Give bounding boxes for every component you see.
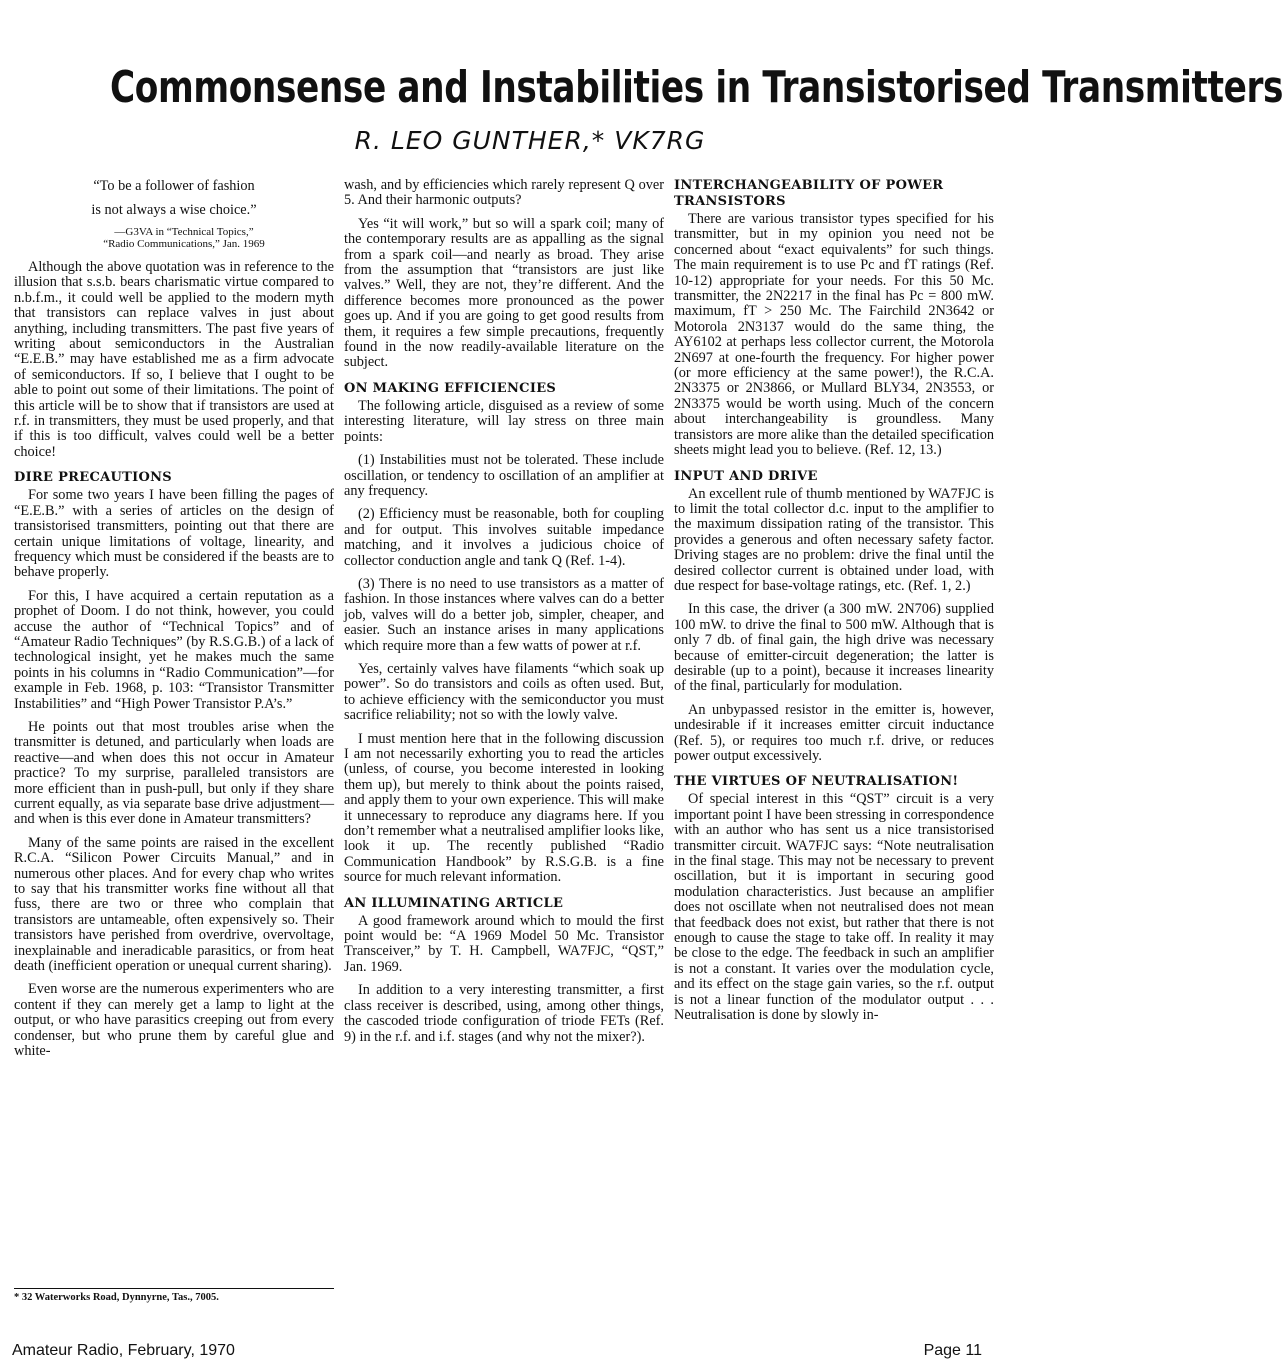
paragraph: (3) There is no need to use transistors as a matter of fashion. In those instances where valves can do a better job, valves will do a better job, simpler, cheaper, and easier. Such an instance arises in many applications which require more than a few watts of power at r.f. [344,575,664,654]
paragraph: I must mention here that in the following discussion I am not necessarily exhorting you to read the articles (unless, of course, you become interested in looking them up), but merely to think about the points raised, and apply them to your own experience. This will make it unnecessary to reproduce any diagrams here. If you don’t remember what a neutralised amplifier looks like, look it up. The recently published “Radio Communication Handbook” by R.S.G.B. is a fine source for much relevant information. [344,730,664,886]
paragraph: A good framework around which to mould the first point would be: “A 1969 Model 50 Mc. Transistor Transceiver,” by T. H. Campbell, WA7FJC, “QST,” Jan. 1969. [344,912,664,975]
paragraph: Many of the same points are raised in the excellent R.C.A. “Silicon Power Circuits Manual,” and in numerous other places. And for every chap who writes to say that his transmitter works fine without all that fuss, there are two or three who complain that transistors are untameable, often expensively so. Their transistors have perished from overdrive, overvoltage, inexplainable and ineradicable parasitics, or from heat death (inefficient operation or unequal current sharing). [14,834,334,975]
publication-footer: Amateur Radio, February, 1970 [12,1342,235,1359]
section-heading-interchangeability: INTERCHANGEABILITY OF POWER TRANSISTORS [674,178,944,209]
paragraph: Although the above quotation was in reference to the illusion that s.s.b. bears charismatic virtue compared to n.b.f.m., it could well be applied to the modern myth that transistors can replace valves in just about anything, including transmitters. The past five years of writing about semiconductors in the Australian “E.E.B.” may have established me as a firm advocate of semiconductors. If so, I believe that I ought to be able to point out some of their limitations. The point of this article will be to show that if transistors are used at r.f. in transmitters, they must be used properly, and that if this is too difficult, valves could well be a better choice! [14,259,334,460]
paragraph: An unbypassed resistor in the emitter is, however, undesirable if it increases emitter circuit inductance (Ref. 5), or requires too much r.f. drive, or reduces power output excessively. [674,701,994,764]
paragraph: Even worse are the numerous experimenters who are content if they can merely get a lamp to light at the output, or who have parasitics creeping out from every condenser, but who prune them by careful glue and white- [14,981,334,1060]
section-heading-making-efficiencies: ON MAKING EFFICIENCIES [344,380,557,396]
column-1 [14,178,334,1288]
paragraph: In this case, the driver (a 300 mW. 2N706) supplied 100 mW. to drive the final to 500 mW. Although that is only 7 db. of final gain, the high drive was necessary because of emitter-circuit degeneration; the latter is desirable (up to a point), because it increases linearity of the final, particularly for modulation. [674,601,994,695]
section-heading-dire-precautions: DIRE PRECAUTIONS [14,470,173,486]
paragraph: He points out that most troubles arise when the transmitter is detuned, and particularly when loads are reactive—and when does this not occur in Amateur practice? To my surprise, paralleled transistors are more efficient than in push-pull, but only if they share current equally, as via separate base drive adjustment—and when is this ever done in Amateur transmitters? [14,718,334,828]
paragraph: The following article, disguised as a review of some interesting literature, will lay stress on three main points: [344,397,664,445]
section-heading-neutralisation: THE VIRTUES OF NEUTRALISATION! [674,774,959,790]
epigraph-line-1: “To be a follower of fashion [93,178,255,194]
article-author: R. LEO GUNTHER,* VK7RG [354,126,706,155]
column-3 [674,178,994,1288]
section-heading-illuminating-article: AN ILLUMINATING ARTICLE [344,895,564,911]
paragraph: In addition to a very interesting transmitter, a first class receiver is described, using, among other things, the cascoded triode configuration of triode FETs (Ref. 9) in the r.f. and i.f. stages (and why not the mixer?). [344,982,664,1045]
paragraph: There are various transistor types specified for his transmitter, but in my opinion you need not be concerned about “exact equivalents” for such things. The main requirement is to use Pc and fT ratings (Ref. 10-12) appropriate for your needs. For this 50 Mc. transmitter, the 2N2217 in the final has Pc = 800 mW. maximum, fT > 250 Mc. The Fairchild 2N3642 or Motorola 2N3137 would do the same thing, the AY6102 at perhaps less collector current, the Motorola 2N697 at one-fourth the frequency. For higher power (or more efficiency at the same power!), the R.C.A. 2N3375 or 2N3866, or Mullard BLY34, 2N3553, or 2N3375 would be worth using. Much of the concern about interchangeability is groundless. Many transistors are more alike than the detailed specification sheets might lead you to believe. (Ref. 12, 13.) [674,211,994,459]
paragraph: An excellent rule of thumb mentioned by WA7FJC is to limit the total collector d.c. input to the amplifier to the maximum dissipation rating of the transistor. This provides a generous and often necessary safety factor. Driving stages are no problem: drive the final until the desired collector current is obtained under load, with due respect for base-voltage ratings, etc. (Ref. 1, 2.) [674,485,994,594]
epigraph-source-1: —G3VA in “Technical Topics,” [114,226,254,238]
paragraph: Of special interest in this “QST” circuit is a very important point I have been stressing in correspondence with an author who has sent us a nice transistorised transmitter circuit. WA7FJC says: “Note neutralisation in the final stage. This may not be necessary to prevent oscillation, but it is important in securing good modulation characteristics. Just because an amplifier does not oscillate when not neutralised does not mean that feedback does not exist, but rather that there is not enough to cause the stage to take off. In reality it may be close to the edge. The feedback in such an amplifier is not a constant. It varies over the modulation cycle, and its effect on the stage gain varies, so the r.f. output is not a linear function of the modulator output . . . Neutralisation is done by slowly in- [674,791,994,1024]
article-title: Commonsense and Instabilities in Transistorised Transmitters [110,62,1283,113]
epigraph-line-2: is not always a wise choice.” [91,202,257,218]
epigraph-source-2: “Radio Communications,” Jan. 1969 [103,238,265,250]
page-number: Page 11 [923,1342,982,1359]
paragraph: For some two years I have been filling the pages of “E.E.B.” with a series of articles on the design of transistorised transmitters, pointing out that there are certain unique limitations of voltage, linearity, and frequency which must be considered if the beasts are to behave properly. [14,487,334,581]
column-2 [344,178,664,1288]
paragraph: wash, and by efficiencies which rarely represent Q over 5. And their harmonic outputs? [344,177,664,209]
paragraph: Yes, certainly valves have filaments “which soak up power”. So do transistors and coils as often used. But, to achieve efficiency with the semiconductor you must sacrifice reliability; not so with the lowly valve. [344,660,664,724]
paragraph: (2) Efficiency must be reasonable, both for coupling and for output. This involves suitable impedance matching, and it involves a judicious choice of collector conduction angle and tank Q (Ref. 1-4). [344,506,664,569]
paragraph: Yes “it will work,” but so will a spark coil; many of the contemporary results are as appalling as the signal from a spark coil—and nearly as broad. They arise from the assumption that “transistors are just like valves.” Well, they are not, they’re different. And the difference becomes more pronounced as the power goes up. And if you are going to get good results from them, it requires a few simple precautions, frequently found in the now readily-available literature on the subject. [344,215,664,371]
author-footnote: * 32 Waterworks Road, Dynnyrne, Tas., 7005. [14,1288,334,1303]
paragraph: (1) Instabilities must not be tolerated. These include oscillation, or tendency to oscillation of an amplifier at any frequency. [344,452,664,499]
section-heading-input-and-drive: INPUT AND DRIVE [674,468,818,484]
paragraph: For this, I have acquired a certain reputation as a prophet of Doom. I do not think, however, you could accuse the author of “Technical Topics” and of “Amateur Radio Techniques” (by R.S.G.B.) of a lack of technological insight, yet he makes much the same points in his columns in “Radio Communication”—for example in Feb. 1968, p. 103: “Transistor Transmitter Instabilities” and “High Power Transistor P.A’s.” [14,587,334,712]
